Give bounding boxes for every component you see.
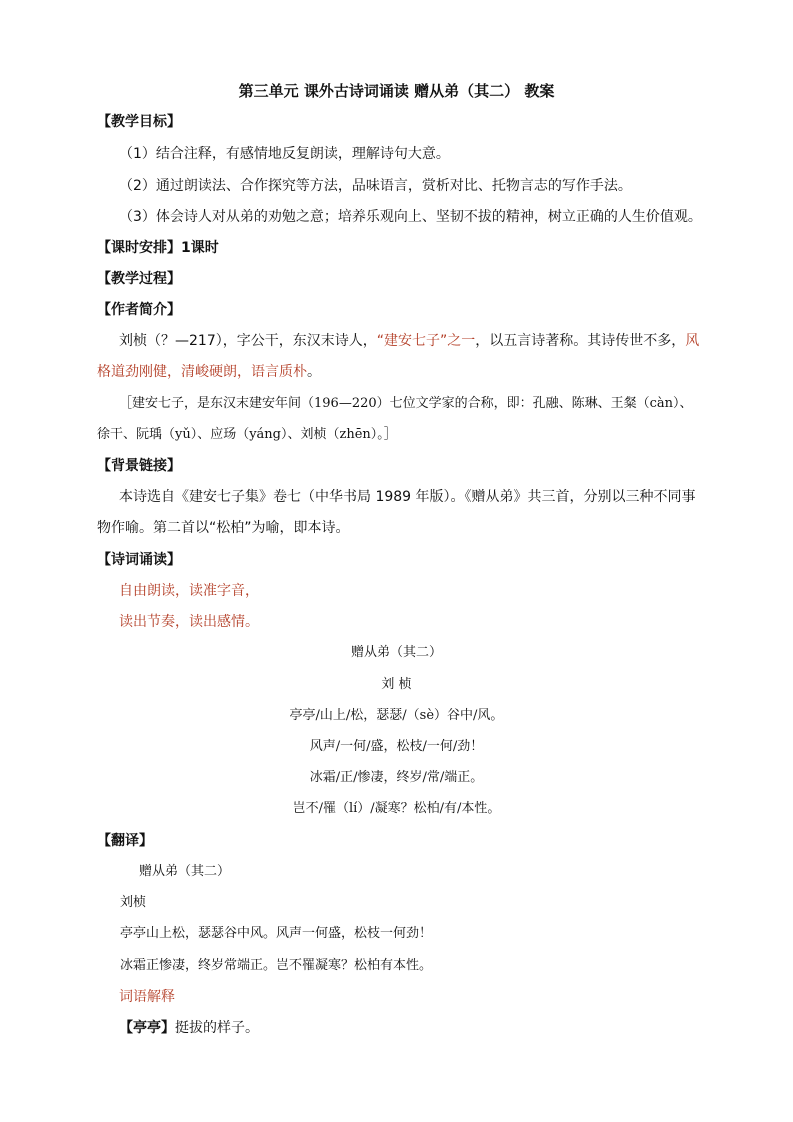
process-heading: 【教学过程】 [97, 271, 181, 287]
background-line-1: 本诗选自《建安七子集》卷七（中华书局 1989 年版）。《赠从弟》共三首，分别以三种不同事 [119, 489, 696, 505]
translation-line-1: 亭亭山上松，瑟瑟谷中风。风声一何盛，松枝一何劲！ [120, 926, 433, 941]
author-paragraph-line-2 [97, 362, 321, 382]
translation-poem-author: 刘桢 [120, 895, 147, 910]
poem-line-1: 亭亭/山上/松，瑟瑟/（sè）谷中/风。 [289, 708, 504, 723]
vocab-heading: 词语解释 [119, 989, 175, 1005]
author-note-line-2: 徐干、阮瑀（yǔ）、应玚（yáng）、刘桢（zhēn）。］ [97, 427, 397, 442]
author-paragraph-line-1 [119, 331, 699, 351]
translation-poem-title: 赠从弟（其二） [139, 864, 231, 879]
background-heading: 【背景链接】 [97, 458, 181, 474]
author-note-line-1: ［建安七子，是东汉末建安年间（196—220）七位文学家的合称，即：孔融、陈琳、王粲（càn）、 [119, 396, 693, 411]
author-text-a: 刘桢（？—217），字公干，东汉末诗人， [119, 333, 377, 349]
document-title: 第三单元 课外古诗词诵读 赠从弟（其二） 教案 [238, 82, 555, 100]
recite-tip-1: 自由朗读，读准字音， [119, 583, 259, 599]
author-highlight-style: 格道劲刚健，清峻硬朗，语言质朴 [97, 364, 307, 380]
objectives-heading: 【教学目标】 [97, 114, 181, 130]
poem-line-2: 风声/一何/盛，松枝/一何/劲！ [309, 739, 484, 754]
vocab-entry [119, 1018, 259, 1038]
author-highlight-style-start: 风 [685, 333, 700, 349]
translation-heading: 【翻译】 [97, 833, 153, 849]
objective-item-1: （1）结合注释，有感情地反复朗读，理解诗句大意。 [119, 146, 450, 162]
poem-line-4: 岂不/罹（lí）/凝寒？松柏/有/本性。 [292, 801, 501, 816]
author-highlight-jianan: “建安七子”之一 [376, 333, 476, 349]
schedule-heading: 【课时安排】1课时 [97, 240, 219, 256]
poem-line-3: 冰霜/正/惨凄，终岁/常/端正。 [309, 770, 484, 785]
vocab-definition: 挺拔的样子。 [175, 1020, 259, 1036]
recite-heading: 【诗词诵读】 [97, 552, 181, 568]
poem-title: 赠从弟（其二） [350, 645, 442, 660]
author-heading: 【作者简介】 [97, 302, 181, 318]
recite-tip-2: 读出节奏，读出感情。 [119, 614, 259, 630]
objective-item-2: （2）通过朗读法、合作探究等方法，品味语言，赏析对比、托物言志的写作手法。 [119, 178, 632, 194]
translation-line-2: 冰霜正惨凄，终岁常端正。岂不罹凝寒？松柏有本性。 [120, 958, 433, 973]
author-text-end: 。 [307, 364, 321, 380]
background-line-2: 物作喻。第二首以“松柏”为喻，即本诗。 [97, 520, 350, 536]
vocab-term: 【亭亭】 [119, 1020, 175, 1036]
author-text-b: ，以五言诗著称。其诗传世不多， [475, 333, 686, 349]
objective-item-3: （3）体会诗人对从弟的劝勉之意；培养乐观向上、坚韧不拔的精神，树立正确的人生价值观。 [119, 209, 702, 225]
poem-author: 刘 桢 [381, 677, 412, 692]
